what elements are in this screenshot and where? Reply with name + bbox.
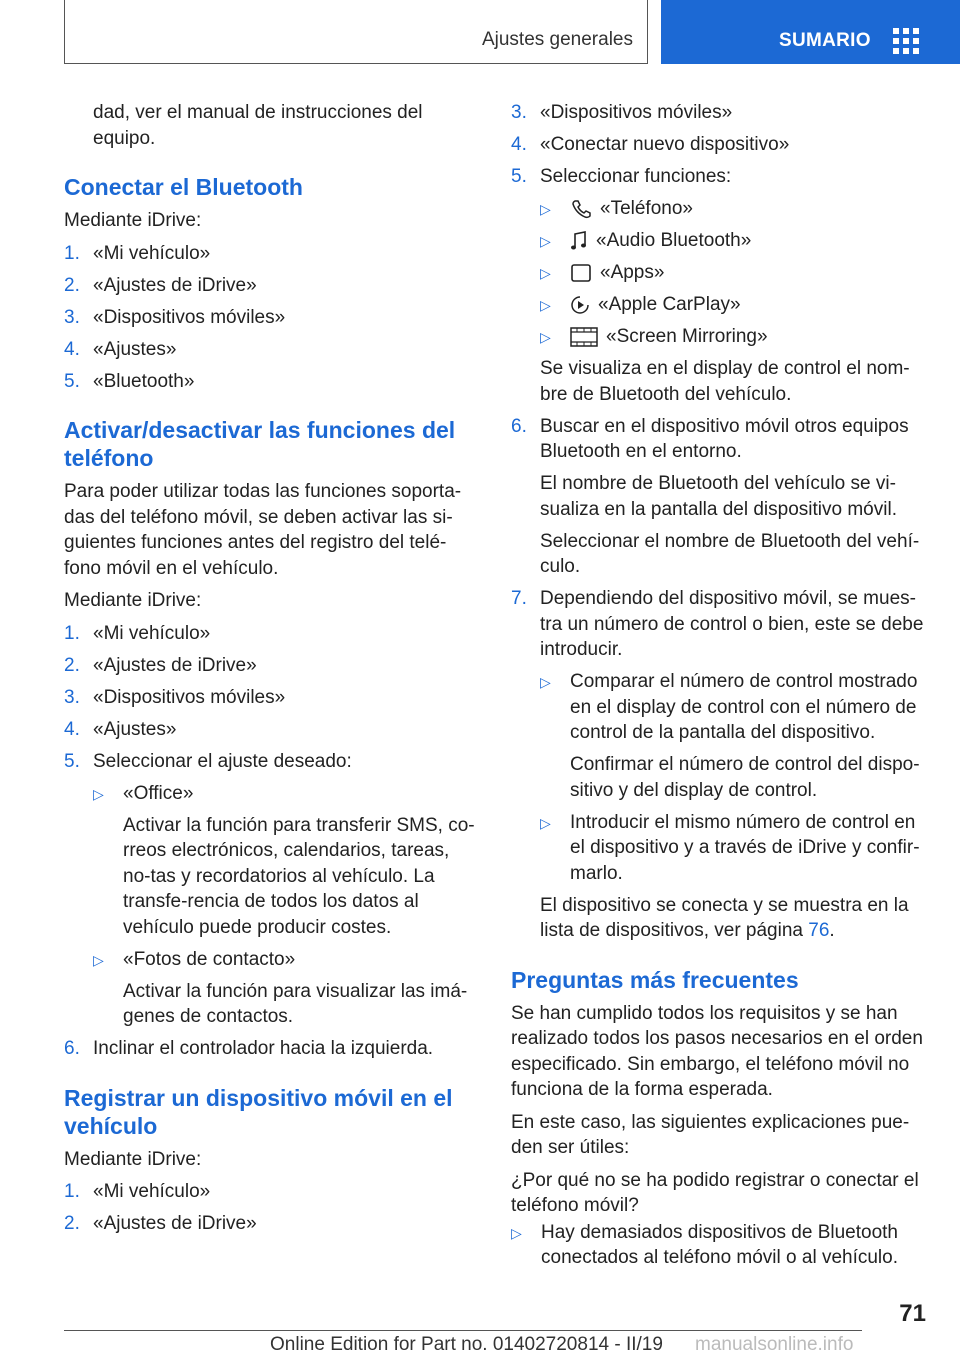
screen-mirroring-icon <box>570 327 598 347</box>
music-note-icon <box>570 230 588 252</box>
register-steps <box>64 1179 480 1237</box>
step-item: 1. «Mi vehículo» <box>64 1181 211 1202</box>
step5-note: Se visualiza en el display de control el nom-bre de Bluetooth del vehículo. <box>540 358 910 405</box>
function-list <box>540 196 931 350</box>
step-item: 3. «Dispositivos móviles» <box>64 686 286 708</box>
faq-paragraph: Se han cumplido todos los requisitos y se han realizado todos los pasos necesarios en el orden especificado. Sin embargo, el teléfono móvil no funciona de la forma esperada. <box>511 1002 923 1100</box>
section-title: Ajustes generales <box>481 29 633 50</box>
option-item: ▷ «Office» Activar la función para transferir SMS, co-rreos electrónicos, calendarios, tareas, no-tas y recordatorios al vehículo. La transfe-rencia de todos los datos al vehículo puede producir costes. <box>93 782 475 938</box>
function-item: ▷ «Screen Mirroring» <box>540 324 931 350</box>
page-link[interactable]: 76 <box>808 920 830 941</box>
sumario-label: SUMARIO <box>779 30 871 51</box>
grid-menu-icon <box>893 28 921 54</box>
triangle-bullet-icon: ▷ <box>93 785 104 802</box>
edition-text: Online Edition for Part no. 01402720814 - II/19 <box>270 1334 663 1355</box>
idrive-intro: Mediante iDrive: <box>64 210 202 231</box>
function-item: ▷ «Apple CarPlay» <box>540 292 931 318</box>
triangle-bullet-icon: ▷ <box>540 265 551 281</box>
header-section-box <box>64 0 648 64</box>
step-item: 6. Inclinar el controlador hacia la izquierda. <box>64 1038 434 1059</box>
page-number: 71 <box>899 1300 926 1327</box>
faq-paragraph: En este caso, las siguientes explicaciones pue-den ser útiles: <box>511 1111 910 1158</box>
left-column <box>64 100 480 1243</box>
step-item: 5. Seleccionar el ajuste deseado: ▷ «Office» Activar la función para transferir SMS, co-rreos electrónicos, calendarios, tareas, no-tas y recordatorios al vehículo. La transfe-rencia de todos los datos al vehículo puede producir costes. ▷ «Fotos de contacto» Activar la función para visualizar las imá-genes de contactos. <box>64 749 480 1030</box>
intro-paragraph: dad, ver el manual de instrucciones del equipo. <box>93 102 423 149</box>
faq-answer-item: ▷ Hay demasiados dispositivos de Bluetooth conectados al teléfono móvil o al vehículo. <box>511 1221 898 1268</box>
step-item: 4. «Ajustes» <box>64 718 177 740</box>
functions-paragraph: Para poder utilizar todas las funciones soporta-das del teléfono móvil, se deben activar las si-guientes funciones antes del registro del telé-fono móvil en el vehículo. <box>64 481 462 579</box>
sumario-button[interactable] <box>661 0 960 64</box>
step-item: 5. Seleccionar funciones: ▷ «Teléfono» ▷ «Audio Bluetooth» ▷ «Apps» ▷ «Apple CarPlay» ▷ «Screen Mirroring» Se visualiza en el display de control el nom-bre de Bluetooth del vehículo. <box>511 164 931 407</box>
carplay-play-icon <box>570 295 590 315</box>
triangle-bullet-icon: ▷ <box>540 233 551 249</box>
option-item: ▷ Comparar el número de control mostrado en el display de control con el número de control de la pantalla del dispositivo. Confirmar el número de control del dispo-sitivo y del display de control. <box>540 671 920 801</box>
functions-steps <box>64 621 480 1062</box>
step-item: 1. «Mi vehículo» <box>64 622 211 644</box>
triangle-bullet-icon: ▷ <box>540 674 551 690</box>
step-item: 5. «Bluetooth» <box>64 370 195 392</box>
function-item: ▷ «Apps» <box>540 260 931 286</box>
heading-faq: Preguntas más frecuentes <box>511 966 799 993</box>
watermark-text: manualsonline.info <box>695 1334 854 1355</box>
control-number-list <box>540 669 931 886</box>
step-item: 4. «Ajustes» <box>64 338 177 360</box>
step-item: 2. «Ajustes de iDrive» <box>64 654 257 676</box>
idrive-intro: Mediante iDrive: <box>64 590 202 611</box>
register-steps-cont <box>511 100 931 944</box>
right-column <box>511 100 931 1271</box>
step-item: 3. «Dispositivos móviles» <box>511 102 733 123</box>
step-item: 2. «Ajustes de iDrive» <box>64 274 257 296</box>
step7-end: El dispositivo se conecta y se muestra en la lista de dispositivos, ver página 76. <box>540 894 909 941</box>
option-item: ▷ Introducir el mismo número de control en el dispositivo y a través de iDrive y confir-marlo. <box>540 811 920 884</box>
footer-divider <box>64 1330 862 1331</box>
triangle-bullet-icon: ▷ <box>540 814 551 831</box>
heading-register-device: Registrar un dispositivo móvil en el vehículo <box>64 1084 453 1139</box>
triangle-bullet-icon: ▷ <box>540 297 551 313</box>
triangle-bullet-icon: ▷ <box>540 329 551 345</box>
option-item: ▷ «Fotos de contacto» Activar la función para visualizar las imá-genes de contactos. <box>93 948 468 1027</box>
step-item: 1. «Mi vehículo» <box>64 242 211 264</box>
step-item: 3. «Dispositivos móviles» <box>64 306 286 328</box>
function-item: ▷ «Teléfono» <box>540 196 931 222</box>
step-item: 6. Buscar en el dispositivo móvil otros equipos Bluetooth en el entorno. El nombre de Bluetooth del vehículo se vi-sualiza en la pantalla del dispositivo móvil. Seleccionar el nombre de Bluetooth del vehí-culo. <box>511 415 920 577</box>
phone-icon <box>570 198 592 220</box>
apps-square-icon <box>570 263 592 283</box>
step-item: 7. Dependiendo del dispositivo móvil, se mues-tra un número de control o bien, este se debe introducir. ▷ Comparar el número de control mostrado en el display de control con el número de control de la pantalla del dispositivo. Confirmar el número de control del dispo-sitivo y del display de control. ▷ Introducir el mismo número de control en el dispositivo y a través de iDrive y confir-marlo. El dispositivo se conecta y se muestra en la lista de dispositivos, ver página 76. <box>511 586 931 944</box>
heading-phone-functions: Activar/desactivar las funciones del teléfono <box>64 417 456 471</box>
triangle-bullet-icon: ▷ <box>93 951 104 968</box>
triangle-bullet-icon: ▷ <box>511 1224 522 1241</box>
triangle-bullet-icon: ▷ <box>540 201 551 217</box>
faq-answers <box>511 1220 931 1271</box>
connect-steps <box>64 241 480 395</box>
function-item: ▷ «Audio Bluetooth» <box>540 228 931 254</box>
heading-connect-bluetooth: Conectar el Bluetooth <box>64 174 303 200</box>
step-item: 4. «Conectar nuevo dispositivo» <box>511 134 790 155</box>
step-item: 2. «Ajustes de iDrive» <box>64 1213 257 1234</box>
faq-question: ¿Por qué no se ha podido registrar o conectar el teléfono móvil? <box>511 1169 919 1216</box>
idrive-intro: Mediante iDrive: <box>64 1148 202 1170</box>
option-list <box>93 781 480 1030</box>
